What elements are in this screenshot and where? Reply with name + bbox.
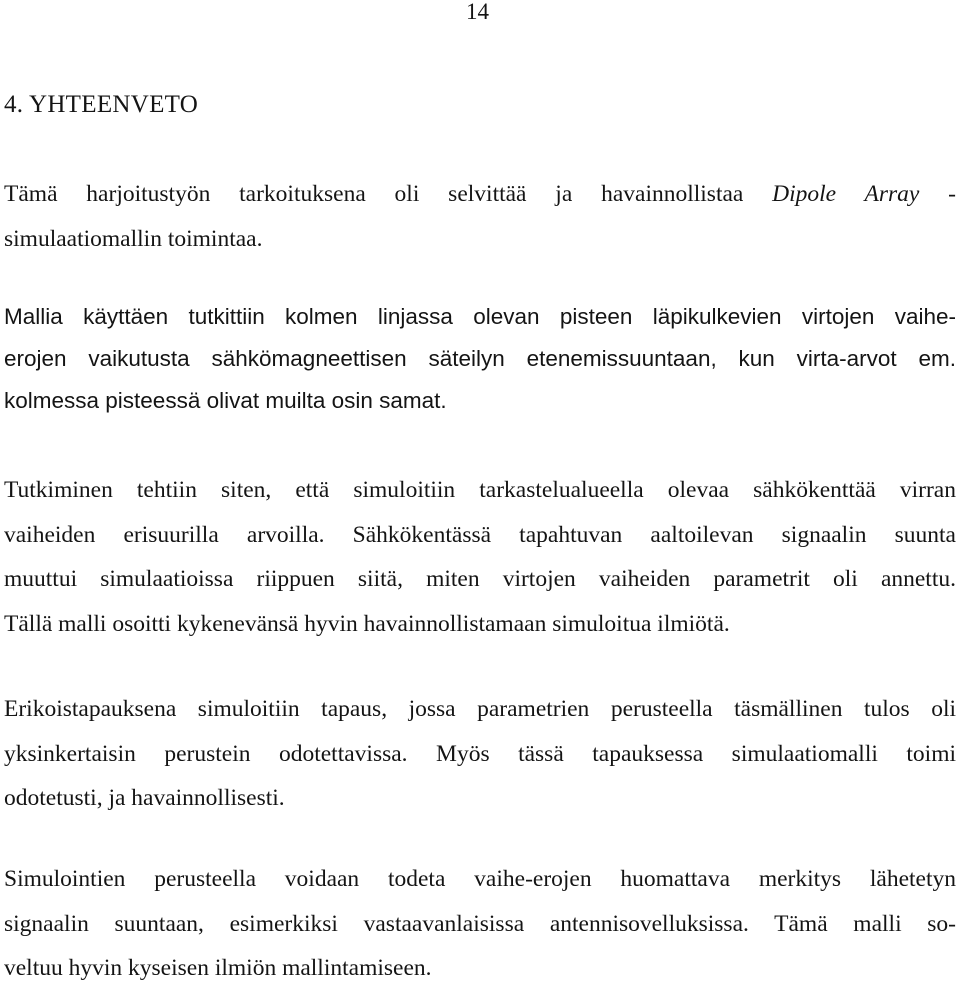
section-heading: 4. YHTEENVETO xyxy=(4,91,199,118)
paragraph-line: muuttui simulaatioissa riippuen siitä, miten virtojen vaiheiden parametrit oli annettu. xyxy=(4,566,956,592)
paragraph-line: simulaatiomallin toimintaa. xyxy=(4,225,263,252)
paragraph-special-case xyxy=(4,687,956,821)
model-name-italic: Dipole Array xyxy=(772,181,920,207)
paragraph-text: Tämä harjoitustyön tarkoituksena oli selvittää ja havainnollistaa xyxy=(4,181,773,207)
paragraph-purpose xyxy=(4,172,956,261)
paragraph-line: yksinkertaisin perustein odotettavissa. Myös tässä tapauksessa simulaatiomalli toimi xyxy=(4,740,956,767)
paragraph-line: veltuu hyvin kyseisen ilmiön mallintamiseen. xyxy=(4,955,432,981)
paragraph-results xyxy=(4,468,956,646)
paragraph-line: vaiheiden erisuurilla arvoilla. Sähkökentässä tapahtuvan aaltoilevan signaalin suunta xyxy=(4,521,956,548)
paragraph-line xyxy=(4,172,956,217)
paragraph-line: signaalin suuntaan, esimerkiksi vastaavanlaisissa antennisovelluksissa. Tämä malli so- xyxy=(4,910,956,937)
paragraph-line: Mallia käyttäen tutkittiin kolmen linjassa olevan pisteen läpikulkevien virtojen vaihe- xyxy=(4,304,956,329)
paragraph-conclusion xyxy=(4,857,956,991)
paragraph-line: Simulointien perusteella voidaan todeta vaihe-erojen huomattava merkitys lähetetyn xyxy=(4,866,956,892)
paragraph-line: kolmessa pisteessä olivat muilta osin samat. xyxy=(4,388,447,413)
page-number: 14 xyxy=(466,0,489,24)
paragraph-method xyxy=(4,296,956,422)
paragraph-line: Tutkiminen tehtiin siten, että simuloitiin tarkastelualueella olevaa sähkökenttää virran xyxy=(4,477,956,503)
paragraph-text: - xyxy=(919,181,956,207)
paragraph-line: Erikoistapauksena simuloitiin tapaus, jossa parametrien perusteella täsmällinen tulos oli xyxy=(4,696,956,722)
paragraph-line: Tällä malli osoitti kykenevänsä hyvin havainnollistamaan simuloitua ilmiötä. xyxy=(4,610,730,637)
paragraph-line: odotetusti, ja havainnollisesti. xyxy=(4,785,285,811)
paragraph-line: erojen vaikutusta sähkömagneettisen säteilyn etenemissuuntaan, kun virta-arvot em. xyxy=(4,346,956,371)
